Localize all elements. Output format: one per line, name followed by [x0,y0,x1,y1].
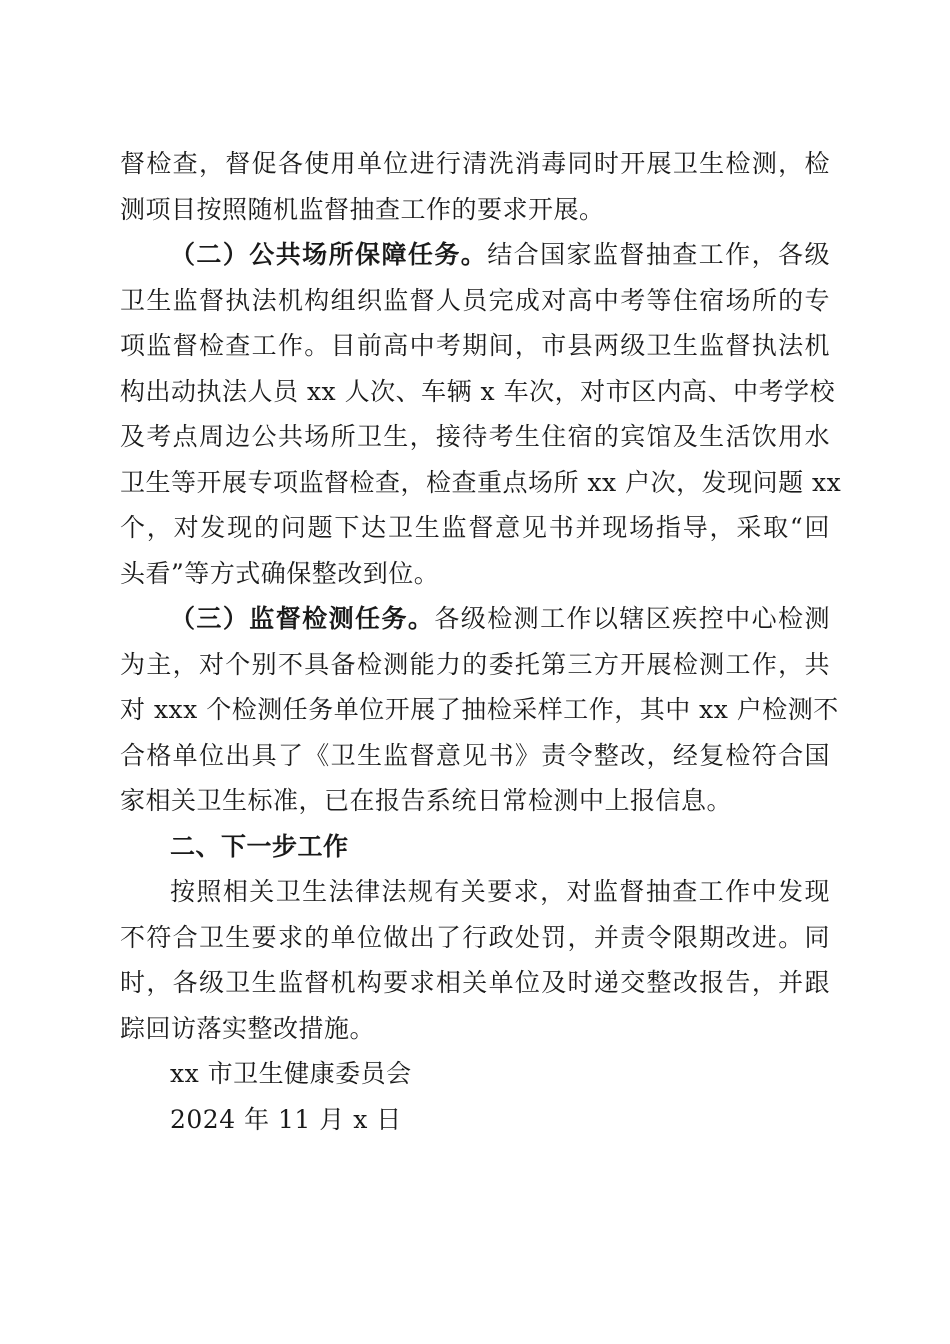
paragraph-line: 按照相关卫生法律法规有关要求，对监督抽查工作中发现 [170,877,830,906]
section-3-heading: （三）监督检测任务。 [170,604,435,633]
signature-date: 2024 年 11 月 x 日 [170,1105,402,1134]
paragraph-line: 时，各级卫生监督机构要求相关单位及时递交整改报告，并跟 [120,968,830,997]
paragraph-line: 不符合卫生要求的单位做出了行政处罚，并责令限期改进。同 [120,923,830,952]
paragraph-line: 测项目按照随机监督抽查工作的要求开展。 [120,195,605,224]
paragraph-line: 个，对发现的问题下达卫生监督意见书并现场指导，采取“回 [120,513,830,542]
paragraph-line: 头看”等方式确保整改到位。 [120,559,440,588]
paragraph-line: 构出动执法人员 xx 人次、车辆 x 车次，对市区内高、中考学校 [120,377,836,406]
paragraph-line: 合格单位出具了《卫生监督意见书》责令整改，经复检符合国 [120,741,830,770]
section-2-first-line-text: 结合国家监督抽查工作，各级 [487,240,830,269]
paragraph-line: 卫生等开展专项监督检查，检查重点场所 xx 户次，发现问题 xx [120,468,842,497]
paragraph-line: 对 xxx 个检测任务单位开展了抽检采样工作，其中 xx 户检测不 [120,695,839,724]
paragraph-line: 为主，对个别不具备检测能力的委托第三方开展检测工作，共 [120,650,830,679]
section-2-heading: （二）公共场所保障任务。 [170,240,488,269]
paragraph-line: 卫生监督执法机构组织监督人员完成对高中考等住宿场所的专 [120,286,830,315]
section-2-first-line [170,238,830,272]
paragraph-line: 踪回访落实整改措施。 [120,1014,376,1043]
paragraph-line: 督检查，督促各使用单位进行清洗消毒同时开展卫生检测，检 [120,149,830,178]
paragraph-line: 及考点周边公共场所卫生，接待考生住宿的宾馆及生活饮用水 [120,422,830,451]
next-steps-heading: 二、下一步工作 [170,832,349,861]
section-3-first-line-text: 各级检测工作以辖区疾控中心检测 [434,604,830,633]
signature-organization: xx 市卫生健康委员会 [170,1059,412,1088]
section-3-first-line [170,602,830,636]
paragraph-line: 项监督检查工作。目前高中考期间，市县两级卫生监督执法机 [120,331,830,360]
paragraph-line: 家相关卫生标准，已在报告系统日常检测中上报信息。 [120,786,733,815]
